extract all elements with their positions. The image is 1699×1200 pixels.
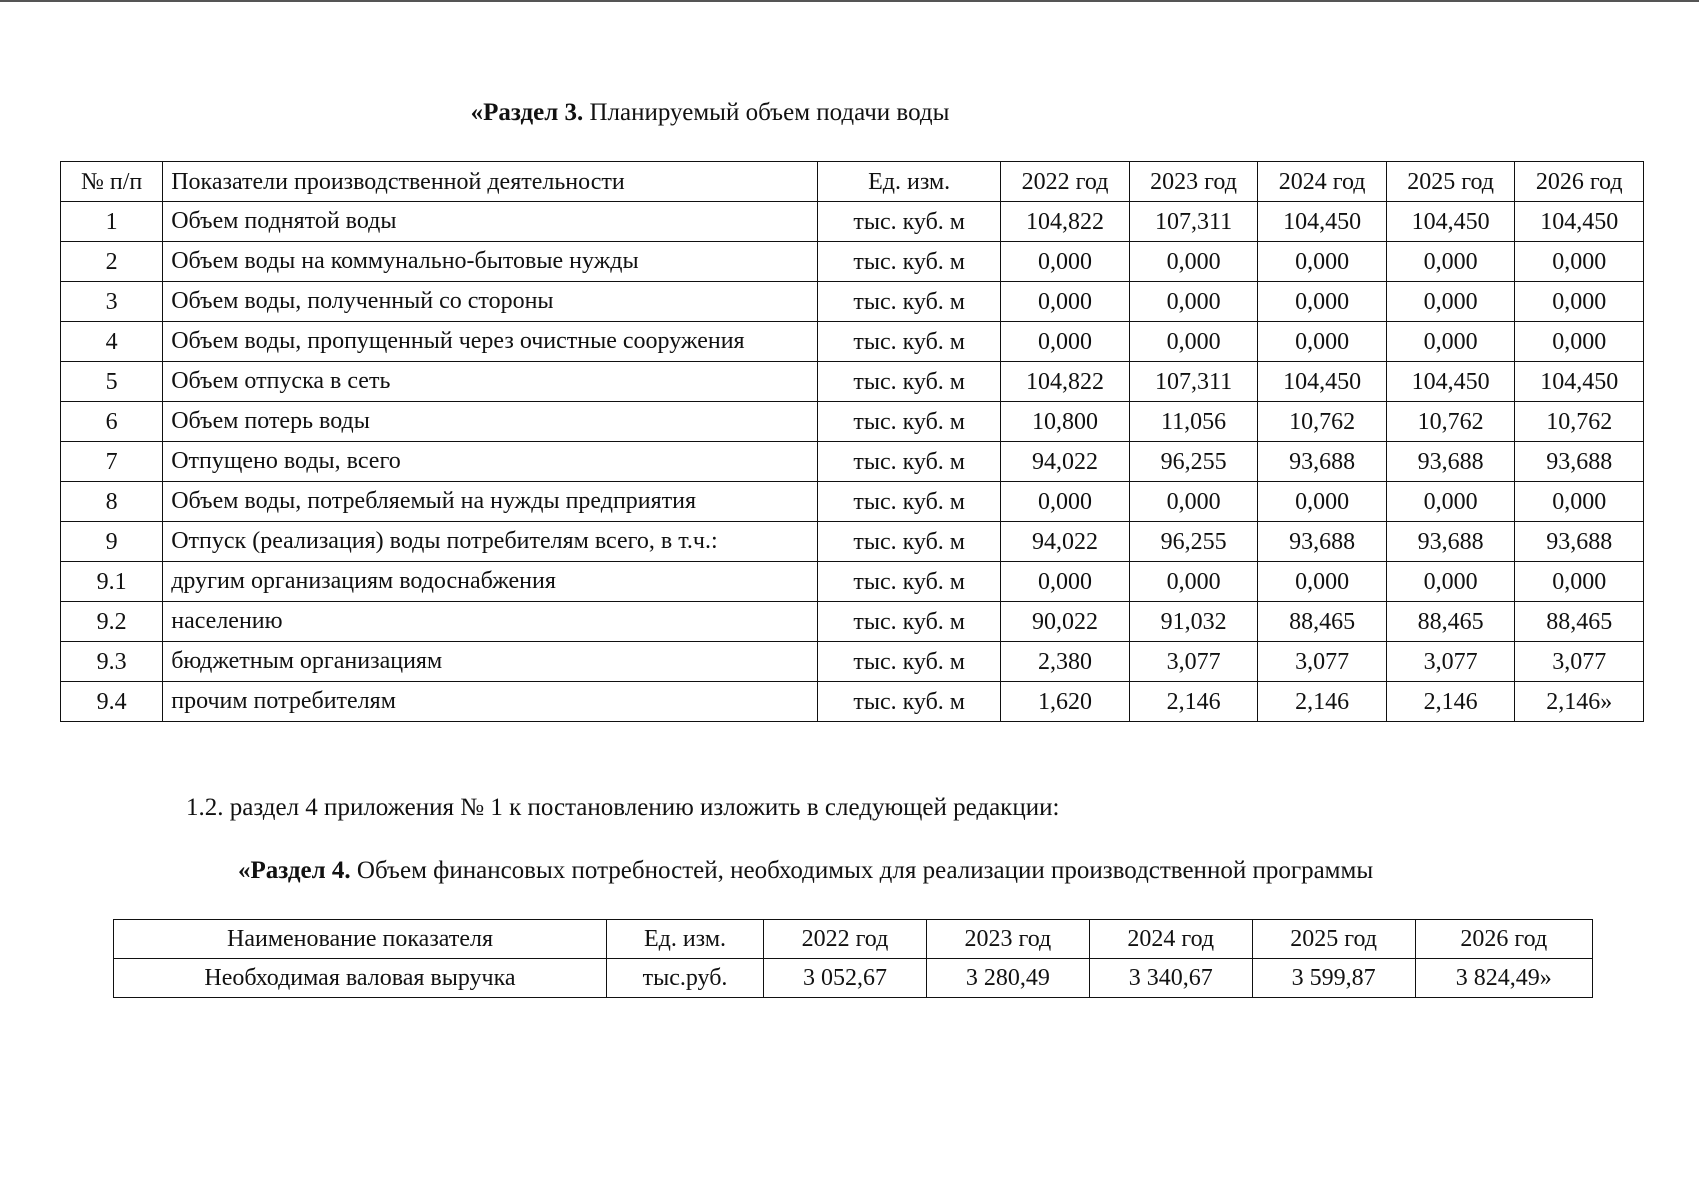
header-cell: 2026 год — [1515, 162, 1644, 202]
value-cell: 0,000 — [1515, 242, 1644, 282]
value-cell: 0,000 — [1515, 282, 1644, 322]
header-cell: 2026 год — [1415, 920, 1592, 959]
value-cell: 0,000 — [1129, 482, 1258, 522]
page-top-edge — [0, 0, 1699, 2]
value-cell: 88,465 — [1515, 602, 1644, 642]
value-cell: 1,620 — [1001, 682, 1130, 722]
unit-cell: тыс. куб. м — [818, 402, 1001, 442]
indicator-name: Объем воды, полученный со стороны — [163, 282, 818, 322]
value-cell: 93,688 — [1386, 522, 1515, 562]
amendment-paragraph: 1.2. раздел 4 приложения № 1 к постановлению изложить в следующей редакции: — [186, 794, 1060, 821]
indicator-name: Объем воды, пропущенный через очистные сооружения — [163, 322, 818, 362]
value-cell: 3 340,67 — [1089, 959, 1252, 998]
row-number: 7 — [61, 442, 163, 482]
section4-title-bold: «Раздел 4. — [238, 857, 351, 884]
unit-cell: тыс. куб. м — [818, 322, 1001, 362]
indicator-name: Объем воды, потребляемый на нужды предприятия — [163, 482, 818, 522]
value-cell: 3 280,49 — [926, 959, 1089, 998]
table-header-row — [114, 920, 1593, 959]
unit-cell: тыс. куб. м — [818, 522, 1001, 562]
section3-title-bold: «Раздел 3. — [470, 99, 584, 126]
indicator-name: прочим потребителям — [163, 682, 818, 722]
indicator-name: Объем поднятой воды — [163, 202, 818, 242]
table-row — [61, 242, 1644, 282]
value-cell: 93,688 — [1258, 522, 1387, 562]
header-cell: 2024 год — [1258, 162, 1387, 202]
value-cell: 0,000 — [1386, 482, 1515, 522]
value-cell: 0,000 — [1129, 322, 1258, 362]
table-row — [61, 682, 1644, 722]
table-row — [61, 282, 1644, 322]
value-cell: 3 052,67 — [764, 959, 927, 998]
value-cell: 104,450 — [1258, 202, 1387, 242]
financial-needs-table — [113, 919, 1593, 998]
value-cell: 0,000 — [1386, 322, 1515, 362]
header-cell: 2025 год — [1386, 162, 1515, 202]
header-cell: 2025 год — [1252, 920, 1415, 959]
value-cell: 10,762 — [1386, 402, 1515, 442]
value-cell: 0,000 — [1001, 322, 1130, 362]
value-cell: 3,077 — [1258, 642, 1387, 682]
header-cell: Показатели производственной деятельности — [163, 162, 818, 202]
value-cell: 94,022 — [1001, 442, 1130, 482]
value-cell: 0,000 — [1001, 482, 1130, 522]
value-cell: 104,822 — [1001, 202, 1130, 242]
value-cell: 0,000 — [1258, 282, 1387, 322]
unit-cell: тыс. куб. м — [818, 562, 1001, 602]
value-cell: 94,022 — [1001, 522, 1130, 562]
row-number: 9.4 — [61, 682, 163, 722]
value-cell: 3 824,49» — [1415, 959, 1592, 998]
header-cell: 2022 год — [1001, 162, 1130, 202]
row-number: 2 — [61, 242, 163, 282]
row-number: 9.2 — [61, 602, 163, 642]
header-cell: Ед. изм. — [818, 162, 1001, 202]
unit-cell: тыс.руб. — [607, 959, 764, 998]
value-cell: 104,450 — [1515, 202, 1644, 242]
value-cell: 0,000 — [1386, 242, 1515, 282]
header-cell: Наименование показателя — [114, 920, 607, 959]
section3-title-text: Планируемый объем подачи воды — [583, 99, 950, 126]
value-cell: 96,255 — [1129, 442, 1258, 482]
value-cell: 2,380 — [1001, 642, 1130, 682]
value-cell: 104,822 — [1001, 362, 1130, 402]
indicator-name: Отпущено воды, всего — [163, 442, 818, 482]
value-cell: 90,022 — [1001, 602, 1130, 642]
table-header-row — [61, 162, 1644, 202]
value-cell: 0,000 — [1386, 562, 1515, 602]
indicator-name: бюджетным организациям — [163, 642, 818, 682]
table-row — [61, 202, 1644, 242]
value-cell: 0,000 — [1001, 242, 1130, 282]
table-row — [61, 362, 1644, 402]
row-number: 9.3 — [61, 642, 163, 682]
value-cell: 2,146 — [1386, 682, 1515, 722]
indicator-name: Объем воды на коммунально-бытовые нужды — [163, 242, 818, 282]
value-cell: 91,032 — [1129, 602, 1258, 642]
value-cell: 104,450 — [1386, 362, 1515, 402]
table-row — [61, 482, 1644, 522]
value-cell: 93,688 — [1258, 442, 1387, 482]
indicator-name: Необходимая валовая выручка — [114, 959, 607, 998]
header-cell: 2024 год — [1089, 920, 1252, 959]
value-cell: 107,311 — [1129, 362, 1258, 402]
header-cell: 2023 год — [926, 920, 1089, 959]
value-cell: 0,000 — [1515, 562, 1644, 602]
unit-cell: тыс. куб. м — [818, 362, 1001, 402]
unit-cell: тыс. куб. м — [818, 442, 1001, 482]
value-cell: 104,450 — [1515, 362, 1644, 402]
unit-cell: тыс. куб. м — [818, 682, 1001, 722]
value-cell: 3 599,87 — [1252, 959, 1415, 998]
unit-cell: тыс. куб. м — [818, 602, 1001, 642]
value-cell: 10,762 — [1258, 402, 1387, 442]
value-cell: 93,688 — [1515, 442, 1644, 482]
table-row — [61, 522, 1644, 562]
value-cell: 107,311 — [1129, 202, 1258, 242]
value-cell: 3,077 — [1129, 642, 1258, 682]
section4-title — [238, 856, 1538, 886]
value-cell: 3,077 — [1386, 642, 1515, 682]
row-number: 6 — [61, 402, 163, 442]
financial-needs-table-body — [114, 959, 1593, 998]
row-number: 8 — [61, 482, 163, 522]
value-cell: 11,056 — [1129, 402, 1258, 442]
value-cell: 104,450 — [1258, 362, 1387, 402]
unit-cell: тыс. куб. м — [818, 642, 1001, 682]
table-row — [61, 562, 1644, 602]
value-cell: 0,000 — [1386, 282, 1515, 322]
indicator-name: другим организациям водоснабжения — [163, 562, 818, 602]
row-number: 1 — [61, 202, 163, 242]
water-supply-table — [60, 161, 1644, 722]
value-cell: 96,255 — [1129, 522, 1258, 562]
value-cell: 10,762 — [1515, 402, 1644, 442]
value-cell: 0,000 — [1258, 322, 1387, 362]
value-cell: 93,688 — [1386, 442, 1515, 482]
value-cell: 0,000 — [1129, 282, 1258, 322]
value-cell: 3,077 — [1515, 642, 1644, 682]
row-number: 4 — [61, 322, 163, 362]
table-row — [61, 442, 1644, 482]
value-cell: 88,465 — [1258, 602, 1387, 642]
table-row — [114, 959, 1593, 998]
table-row — [61, 642, 1644, 682]
section4-title-text: Объем финансовых потребностей, необходимых для реализации производственной программы — [350, 857, 1374, 884]
value-cell: 0,000 — [1001, 282, 1130, 322]
value-cell: 88,465 — [1386, 602, 1515, 642]
header-cell: 2022 год — [764, 920, 927, 959]
indicator-name: Объем отпуска в сеть — [163, 362, 818, 402]
indicator-name: Объем потерь воды — [163, 402, 818, 442]
unit-cell: тыс. куб. м — [818, 482, 1001, 522]
value-cell: 0,000 — [1129, 562, 1258, 602]
table-row — [61, 402, 1644, 442]
header-cell: 2023 год — [1129, 162, 1258, 202]
header-cell: Ед. изм. — [607, 920, 764, 959]
value-cell: 0,000 — [1258, 562, 1387, 602]
row-number: 9.1 — [61, 562, 163, 602]
value-cell: 93,688 — [1515, 522, 1644, 562]
value-cell: 0,000 — [1001, 562, 1130, 602]
value-cell: 104,450 — [1386, 202, 1515, 242]
indicator-name: Отпуск (реализация) воды потребителям всего, в т.ч.: — [163, 522, 818, 562]
row-number: 5 — [61, 362, 163, 402]
value-cell: 0,000 — [1515, 482, 1644, 522]
value-cell: 0,000 — [1129, 242, 1258, 282]
value-cell: 0,000 — [1258, 482, 1387, 522]
table-row — [61, 322, 1644, 362]
section3-title — [0, 98, 1345, 128]
table-row — [61, 602, 1644, 642]
row-number: 9 — [61, 522, 163, 562]
unit-cell: тыс. куб. м — [818, 202, 1001, 242]
unit-cell: тыс. куб. м — [818, 242, 1001, 282]
indicator-name: населению — [163, 602, 818, 642]
water-supply-table-body — [61, 202, 1644, 722]
header-cell: № п/п — [61, 162, 163, 202]
row-number: 3 — [61, 282, 163, 322]
value-cell: 2,146 — [1129, 682, 1258, 722]
value-cell: 0,000 — [1258, 242, 1387, 282]
value-cell: 0,000 — [1515, 322, 1644, 362]
value-cell: 2,146 — [1258, 682, 1387, 722]
unit-cell: тыс. куб. м — [818, 282, 1001, 322]
value-cell: 2,146» — [1515, 682, 1644, 722]
value-cell: 10,800 — [1001, 402, 1130, 442]
